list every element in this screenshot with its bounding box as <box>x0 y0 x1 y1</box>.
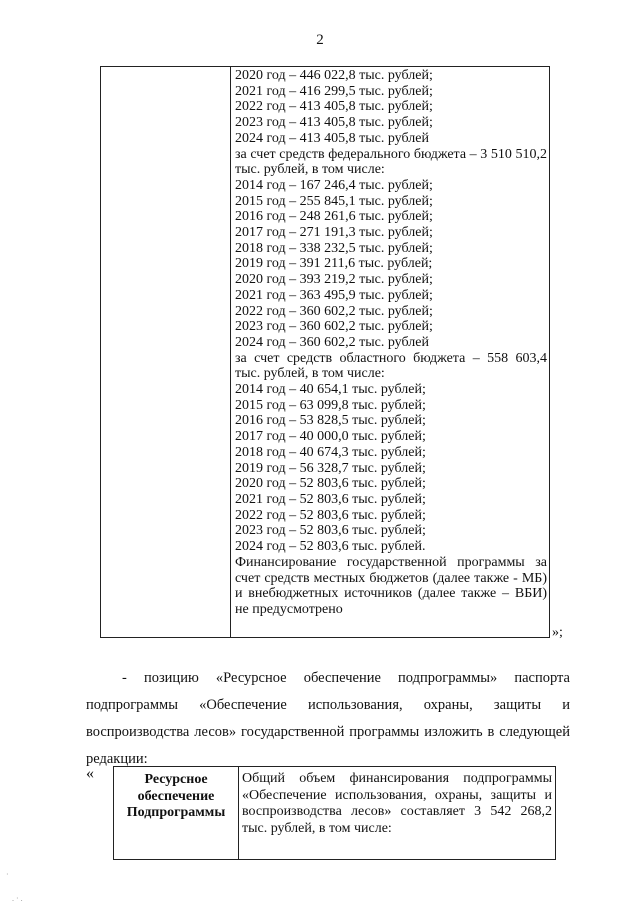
funding-line: 2015 год – 255 845,1 тыс. рублей; <box>235 193 433 209</box>
funding-line: 2023 год – 413 405,8 тыс. рублей; <box>235 115 433 131</box>
funding-line: 2017 год – 40 000,0 тыс. рублей; <box>235 429 426 445</box>
funding-line: 2020 год – 446 022,8 тыс. рублей; <box>235 68 433 83</box>
funding-line: 2024 год – 360 602,2 тыс. рублей <box>235 334 429 350</box>
scan-artifact: . · . <box>12 894 23 903</box>
resource-label: Ресурсное обеспечение Подпрограммы <box>126 772 226 820</box>
funding-line: 2024 год – 52 803,6 тыс. рублей. <box>235 539 426 555</box>
funding-table <box>100 66 550 638</box>
federal-budget-heading: за счет средств федерального бюджета – 3 510 510,2 тыс. рублей, в том числе: <box>235 146 547 178</box>
amendment-paragraph: - позицию «Ресурсное обеспечение подпрограммы» паспорта подпрограммы «Обеспечение использования, охраны, защиты и воспроизводства лесов» государственной программы изложить в следующей редакции: <box>86 670 570 767</box>
funding-line: 2021 год – 363 495,9 тыс. рублей; <box>235 287 433 303</box>
opening-quote: « <box>86 765 94 782</box>
funding-line: 2022 год – 360 602,2 тыс. рублей; <box>235 303 433 319</box>
funding-line: 2016 год – 248 261,6 тыс. рублей; <box>235 209 433 225</box>
column-divider <box>238 767 239 859</box>
funding-line: 2022 год – 52 803,6 тыс. рублей; <box>235 507 426 523</box>
funding-line: 2020 год – 393 219,2 тыс. рублей; <box>235 272 433 288</box>
funding-line: 2014 год – 167 246,4 тыс. рублей; <box>235 177 433 193</box>
funding-line: 2020 год – 52 803,6 тыс. рублей; <box>235 476 426 492</box>
funding-line: 2024 год – 413 405,8 тыс. рублей <box>235 130 429 146</box>
scan-artifact: · <box>6 870 9 879</box>
funding-line: 2017 год – 271 191,3 тыс. рублей; <box>235 225 433 241</box>
column-divider <box>230 67 231 637</box>
funding-line: 2018 год – 40 674,3 тыс. рублей; <box>235 444 426 460</box>
funding-line: 2023 год – 52 803,6 тыс. рублей; <box>235 523 426 539</box>
funding-line: 2021 год – 416 299,5 тыс. рублей; <box>235 83 433 99</box>
funding-line: 2014 год – 40 654,1 тыс. рублей; <box>235 382 426 398</box>
regional-budget-heading: за счет средств областного бюджета – 558 603,4 тыс. рублей, в том числе: <box>235 350 547 382</box>
page-number: 2 <box>316 32 324 48</box>
resource-table <box>113 766 556 860</box>
funding-line: 2023 год – 360 602,2 тыс. рублей; <box>235 319 433 335</box>
funding-line: 2019 год – 391 211,6 тыс. рублей; <box>235 256 433 272</box>
funding-line: 2016 год – 53 828,5 тыс. рублей; <box>235 413 426 429</box>
resource-text: Общий объем финансирования подпрограммы «Обеспечение использования, охраны, защиты и воспроизводства лесов» составляет 3 542 268,2 тыс. рублей, в том числе: <box>242 771 552 836</box>
funding-line: 2015 год – 63 099,8 тыс. рублей; <box>235 397 426 413</box>
funding-line: 2018 год – 338 232,5 тыс. рублей; <box>235 240 433 256</box>
funding-line: 2022 год – 413 405,8 тыс. рублей; <box>235 99 433 115</box>
funding-line: 2019 год – 56 328,7 тыс. рублей; <box>235 460 426 476</box>
funding-note: Финансирование государственной программы за счет средств местных бюджетов (далее также - МБ) и внебюджетных источников (далее также – ВБИ) не предусмотрено <box>235 554 547 617</box>
funding-line: 2021 год – 52 803,6 тыс. рублей; <box>235 491 426 507</box>
funding-details-cell <box>235 68 547 618</box>
closing-quote: »; <box>552 625 563 640</box>
